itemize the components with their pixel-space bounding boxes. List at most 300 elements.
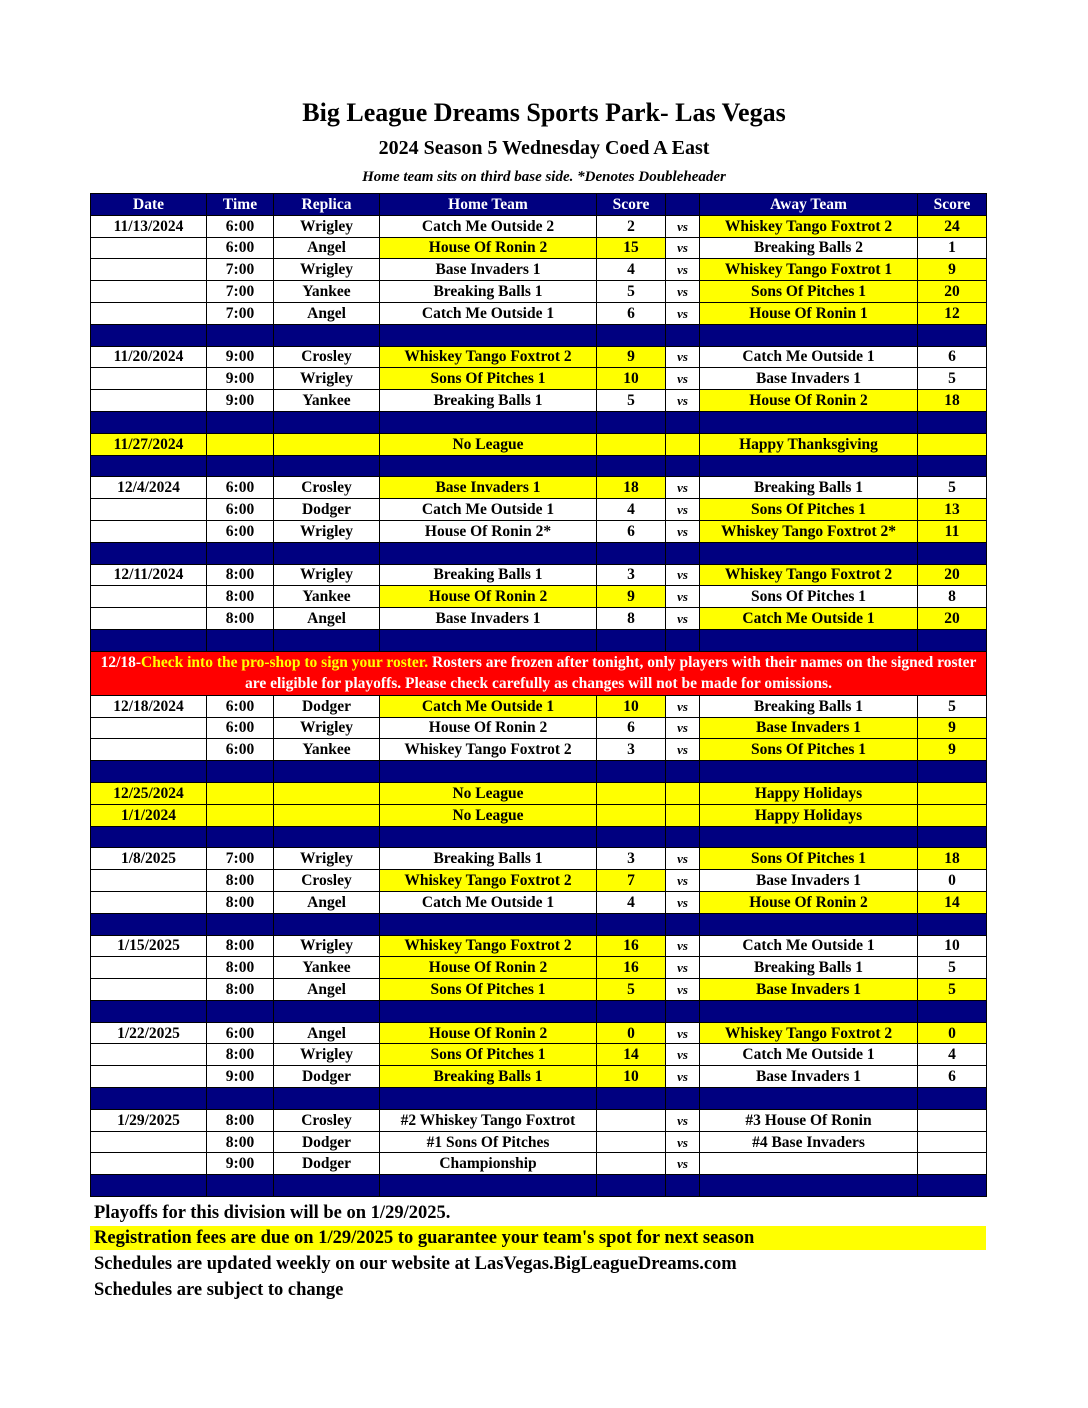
home-team-cell: Base Invaders 1 (380, 259, 597, 281)
home-score-cell: 4 (597, 891, 666, 913)
date-cell (91, 891, 207, 913)
date-cell: 12/18/2024 (91, 695, 207, 717)
time-cell: 8:00 (207, 586, 274, 608)
game-row (91, 891, 987, 913)
game-row (91, 237, 987, 259)
replica-cell (274, 804, 380, 826)
divider-cell (597, 1175, 666, 1197)
away-score-cell: 12 (918, 302, 987, 324)
home-score-cell: 5 (597, 281, 666, 303)
divider-cell (918, 913, 987, 935)
date-cell (91, 1044, 207, 1066)
game-row (91, 870, 987, 892)
home-team-cell: #2 Whiskey Tango Foxtrot (380, 1109, 597, 1131)
divider-cell (700, 1175, 918, 1197)
replica-cell: Angel (274, 979, 380, 1001)
away-score-cell: 5 (918, 957, 987, 979)
away-score-cell (918, 1109, 987, 1131)
vs-cell: vs (666, 848, 700, 870)
divider-cell (207, 629, 274, 651)
holiday-away-label: Happy Holidays (700, 782, 918, 804)
date-cell (91, 586, 207, 608)
game-row (91, 1109, 987, 1131)
vs-cell: vs (666, 870, 700, 892)
replica-cell: Wrigley (274, 368, 380, 390)
divider-cell (274, 411, 380, 433)
replica-cell: Yankee (274, 281, 380, 303)
replica-cell: Dodger (274, 1153, 380, 1175)
replica-cell: Angel (274, 608, 380, 630)
away-score-cell (918, 1131, 987, 1153)
divider-cell (207, 324, 274, 346)
notice-text: Rosters are frozen after tonight, only players with their names on the signed roster are eligible for playoffs. Please check carefully as changes will not be made for omissions. (245, 654, 977, 693)
date-cell (91, 390, 207, 412)
divider-cell (274, 761, 380, 783)
vs-cell: vs (666, 390, 700, 412)
away-score-cell: 24 (918, 215, 987, 237)
divider-cell (207, 1000, 274, 1022)
home-score-cell: 5 (597, 390, 666, 412)
divider-cell (274, 542, 380, 564)
divider-cell (597, 455, 666, 477)
away-team-cell: Sons Of Pitches 1 (700, 499, 918, 521)
divider-cell (918, 324, 987, 346)
date-cell: 12/11/2024 (91, 564, 207, 586)
game-row (91, 499, 987, 521)
replica-cell: Yankee (274, 390, 380, 412)
divider-cell (91, 826, 207, 848)
vs-cell: vs (666, 259, 700, 281)
change-note: Schedules are subject to change (94, 1280, 344, 1300)
replica-cell: Angel (274, 1022, 380, 1044)
replica-cell: Dodger (274, 695, 380, 717)
away-score-cell: 11 (918, 520, 987, 542)
vs-cell: vs (666, 302, 700, 324)
game-row (91, 390, 987, 412)
home-score-cell: 6 (597, 717, 666, 739)
vs-cell (666, 804, 700, 826)
time-cell (207, 804, 274, 826)
time-cell: 7:00 (207, 302, 274, 324)
home-score-cell (597, 782, 666, 804)
game-row (91, 695, 987, 717)
divider-cell (207, 455, 274, 477)
date-cell: 12/25/2024 (91, 782, 207, 804)
col-header-date: Date (91, 194, 207, 216)
home-team-cell: Championship (380, 1153, 597, 1175)
time-cell: 6:00 (207, 477, 274, 499)
time-cell: 9:00 (207, 1066, 274, 1088)
col-header-away-team: Away Team (700, 194, 918, 216)
away-team-cell: Base Invaders 1 (700, 979, 918, 1001)
away-team-cell: Sons Of Pitches 1 (700, 739, 918, 761)
divider-cell (274, 1088, 380, 1110)
home-score-cell: 15 (597, 237, 666, 259)
vs-cell: vs (666, 1131, 700, 1153)
home-team-cell: Whiskey Tango Foxtrot 2 (380, 935, 597, 957)
divider-cell (700, 1088, 918, 1110)
divider-row (91, 455, 987, 477)
game-row (91, 1153, 987, 1175)
col-header-time: Time (207, 194, 274, 216)
time-cell: 9:00 (207, 368, 274, 390)
divider-cell (207, 913, 274, 935)
notice-highlight: Check into the pro-shop to sign your roster. (141, 654, 429, 672)
replica-cell: Crosley (274, 346, 380, 368)
away-score-cell: 0 (918, 1022, 987, 1044)
divider-cell (918, 761, 987, 783)
time-cell: 9:00 (207, 346, 274, 368)
col-header-replica: Replica (274, 194, 380, 216)
time-cell: 6:00 (207, 739, 274, 761)
replica-cell: Yankee (274, 586, 380, 608)
divider-cell (700, 913, 918, 935)
divider-cell (666, 826, 700, 848)
divider-cell (918, 455, 987, 477)
home-score-cell: 0 (597, 1022, 666, 1044)
home-score-cell: 9 (597, 586, 666, 608)
game-row (91, 739, 987, 761)
replica-cell: Crosley (274, 1109, 380, 1131)
col-header-home-team: Home Team (380, 194, 597, 216)
game-row (91, 586, 987, 608)
away-team-cell: Breaking Balls 1 (700, 957, 918, 979)
date-cell (91, 1153, 207, 1175)
divider-cell (91, 411, 207, 433)
vs-cell: vs (666, 739, 700, 761)
vs-cell: vs (666, 957, 700, 979)
away-team-cell: #4 Base Invaders (700, 1131, 918, 1153)
time-cell: 7:00 (207, 259, 274, 281)
holiday-home-label: No League (380, 782, 597, 804)
home-team-cell: Breaking Balls 1 (380, 1066, 597, 1088)
away-team-cell: Sons Of Pitches 1 (700, 586, 918, 608)
away-score-cell: 5 (918, 368, 987, 390)
home-team-cell: Sons Of Pitches 1 (380, 1044, 597, 1066)
game-row (91, 477, 987, 499)
divider-cell (380, 1088, 597, 1110)
vs-cell: vs (666, 1022, 700, 1044)
date-cell: 1/29/2025 (91, 1109, 207, 1131)
game-row (91, 520, 987, 542)
vs-cell: vs (666, 215, 700, 237)
time-cell: 8:00 (207, 608, 274, 630)
divider-cell (666, 1175, 700, 1197)
replica-cell: Dodger (274, 1131, 380, 1153)
divider-cell (380, 761, 597, 783)
vs-cell: vs (666, 1066, 700, 1088)
divider-cell (918, 1000, 987, 1022)
divider-cell (666, 1000, 700, 1022)
away-team-cell: Whiskey Tango Foxtrot 1 (700, 259, 918, 281)
game-row (91, 346, 987, 368)
time-cell: 8:00 (207, 1131, 274, 1153)
game-row (91, 717, 987, 739)
date-cell (91, 739, 207, 761)
away-score-cell: 6 (918, 346, 987, 368)
divider-cell (91, 1000, 207, 1022)
date-cell (91, 870, 207, 892)
divider-row (91, 324, 987, 346)
divider-cell (91, 455, 207, 477)
replica-cell: Wrigley (274, 717, 380, 739)
away-score-cell: 1 (918, 237, 987, 259)
vs-cell: vs (666, 499, 700, 521)
date-cell (91, 957, 207, 979)
time-cell: 7:00 (207, 281, 274, 303)
divider-cell (666, 324, 700, 346)
away-team-cell: Breaking Balls 2 (700, 237, 918, 259)
home-score-cell: 7 (597, 870, 666, 892)
divider-cell (597, 411, 666, 433)
vs-cell (666, 782, 700, 804)
date-cell (91, 608, 207, 630)
home-score-cell: 6 (597, 302, 666, 324)
divider-cell (274, 1175, 380, 1197)
replica-cell: Angel (274, 237, 380, 259)
home-score-cell: 16 (597, 935, 666, 957)
divider-cell (380, 324, 597, 346)
game-row (91, 957, 987, 979)
holiday-row (91, 433, 987, 455)
date-cell: 12/4/2024 (91, 477, 207, 499)
replica-cell: Angel (274, 302, 380, 324)
home-team-cell: House Of Ronin 2* (380, 520, 597, 542)
divider-cell (597, 629, 666, 651)
time-cell: 8:00 (207, 891, 274, 913)
home-team-cell: Breaking Balls 1 (380, 390, 597, 412)
divider-cell (91, 913, 207, 935)
divider-cell (700, 455, 918, 477)
divider-cell (207, 411, 274, 433)
home-score-cell: 18 (597, 477, 666, 499)
home-team-cell: Catch Me Outside 1 (380, 302, 597, 324)
home-score-cell: 6 (597, 520, 666, 542)
divider-cell (597, 542, 666, 564)
home-score-cell: 14 (597, 1044, 666, 1066)
time-cell: 6:00 (207, 237, 274, 259)
away-score-cell: 20 (918, 564, 987, 586)
game-row (91, 281, 987, 303)
divider-cell (274, 455, 380, 477)
replica-cell (274, 782, 380, 804)
playoffs-note: Playoffs for this division will be on 1/29/2025. (94, 1203, 451, 1223)
divider-row (91, 913, 987, 935)
game-row (91, 935, 987, 957)
home-team-cell: House Of Ronin 2 (380, 717, 597, 739)
divider-cell (666, 455, 700, 477)
home-team-cell: #1 Sons Of Pitches (380, 1131, 597, 1153)
vs-cell: vs (666, 1153, 700, 1175)
away-team-cell: Whiskey Tango Foxtrot 2* (700, 520, 918, 542)
away-team-cell: Whiskey Tango Foxtrot 2 (700, 215, 918, 237)
divider-cell (597, 913, 666, 935)
away-score-cell: 5 (918, 979, 987, 1001)
away-team-cell: Sons Of Pitches 1 (700, 281, 918, 303)
vs-cell: vs (666, 717, 700, 739)
col-header-vs (666, 194, 700, 216)
home-team-cell: Sons Of Pitches 1 (380, 368, 597, 390)
away-team-cell: Base Invaders 1 (700, 717, 918, 739)
away-team-cell: Base Invaders 1 (700, 368, 918, 390)
divider-cell (380, 411, 597, 433)
away-score-cell: 20 (918, 281, 987, 303)
divider-row (91, 761, 987, 783)
replica-cell: Crosley (274, 870, 380, 892)
page-subtitle: 2024 Season 5 Wednesday Coed A East (378, 137, 710, 159)
home-score-cell: 3 (597, 848, 666, 870)
away-score-cell: 9 (918, 259, 987, 281)
divider-cell (91, 761, 207, 783)
divider-cell (666, 913, 700, 935)
away-score-cell: 10 (918, 935, 987, 957)
page-title: Big League Dreams Sports Park- Las Vegas (302, 98, 786, 127)
home-team-cell: Catch Me Outside 1 (380, 695, 597, 717)
divider-cell (380, 629, 597, 651)
holiday-row (91, 804, 987, 826)
away-score-cell: 18 (918, 848, 987, 870)
time-cell: 6:00 (207, 215, 274, 237)
away-score-cell: 14 (918, 891, 987, 913)
vs-cell: vs (666, 237, 700, 259)
time-cell: 9:00 (207, 1153, 274, 1175)
away-team-cell: House Of Ronin 1 (700, 302, 918, 324)
away-score-cell: 6 (918, 1066, 987, 1088)
home-team-cell: House Of Ronin 2 (380, 1022, 597, 1044)
divider-cell (91, 629, 207, 651)
vs-cell: vs (666, 1044, 700, 1066)
game-row (91, 848, 987, 870)
time-cell: 6:00 (207, 717, 274, 739)
away-score-cell: 13 (918, 499, 987, 521)
game-row (91, 1131, 987, 1153)
date-cell (91, 368, 207, 390)
divider-cell (918, 629, 987, 651)
roster-notice-row (91, 651, 987, 695)
registration-note: Registration fees are due on 1/29/2025 to guarantee your team's spot for next season (90, 1226, 986, 1250)
divider-cell (207, 1088, 274, 1110)
home-score-cell (597, 1131, 666, 1153)
away-score-cell: 8 (918, 586, 987, 608)
divider-cell (274, 826, 380, 848)
holiday-home-label: No League (380, 433, 597, 455)
divider-row (91, 1175, 987, 1197)
holiday-home-label: No League (380, 804, 597, 826)
home-team-cell: Whiskey Tango Foxtrot 2 (380, 346, 597, 368)
home-team-cell: Breaking Balls 1 (380, 848, 597, 870)
vs-cell: vs (666, 979, 700, 1001)
vs-cell: vs (666, 891, 700, 913)
date-cell: 11/27/2024 (91, 433, 207, 455)
away-team-cell: Breaking Balls 1 (700, 477, 918, 499)
col-header-home-score: Score (597, 194, 666, 216)
home-score-cell: 4 (597, 259, 666, 281)
home-score-cell: 2 (597, 215, 666, 237)
home-team-cell: Whiskey Tango Foxtrot 2 (380, 870, 597, 892)
game-row (91, 1022, 987, 1044)
divider-cell (380, 1000, 597, 1022)
home-team-cell: House Of Ronin 2 (380, 586, 597, 608)
home-score-cell: 10 (597, 368, 666, 390)
divider-cell (700, 1000, 918, 1022)
divider-cell (91, 542, 207, 564)
home-score-cell: 9 (597, 346, 666, 368)
time-cell (207, 433, 274, 455)
divider-row (91, 1000, 987, 1022)
time-cell: 8:00 (207, 870, 274, 892)
home-score-cell (597, 1109, 666, 1131)
replica-cell: Crosley (274, 477, 380, 499)
time-cell: 8:00 (207, 1109, 274, 1131)
divider-cell (666, 629, 700, 651)
divider-cell (666, 761, 700, 783)
away-team-cell: Sons Of Pitches 1 (700, 848, 918, 870)
away-score-cell: 0 (918, 870, 987, 892)
holiday-away-label: Happy Holidays (700, 804, 918, 826)
away-score-cell (918, 804, 987, 826)
date-cell: 1/15/2025 (91, 935, 207, 957)
game-row (91, 979, 987, 1001)
away-team-cell: House Of Ronin 2 (700, 390, 918, 412)
date-cell (91, 281, 207, 303)
date-cell: 1/8/2025 (91, 848, 207, 870)
game-row (91, 1066, 987, 1088)
home-team-cell: House Of Ronin 2 (380, 237, 597, 259)
schedule-table (90, 193, 987, 1197)
time-cell: 6:00 (207, 520, 274, 542)
divider-cell (918, 1088, 987, 1110)
away-score-cell: 9 (918, 717, 987, 739)
home-score-cell (597, 804, 666, 826)
date-cell: 11/20/2024 (91, 346, 207, 368)
home-team-cell: House Of Ronin 2 (380, 957, 597, 979)
away-team-cell: Catch Me Outside 1 (700, 1044, 918, 1066)
divider-row (91, 1088, 987, 1110)
home-score-cell: 8 (597, 608, 666, 630)
time-cell: 8:00 (207, 935, 274, 957)
home-score-cell: 3 (597, 739, 666, 761)
divider-cell (380, 913, 597, 935)
replica-cell: Wrigley (274, 259, 380, 281)
home-team-cell: Catch Me Outside 1 (380, 499, 597, 521)
away-team-cell: Base Invaders 1 (700, 870, 918, 892)
time-cell: 8:00 (207, 957, 274, 979)
replica-cell: Dodger (274, 499, 380, 521)
away-score-cell: 4 (918, 1044, 987, 1066)
home-score-cell (597, 433, 666, 455)
replica-cell: Dodger (274, 1066, 380, 1088)
divider-cell (380, 455, 597, 477)
divider-row (91, 411, 987, 433)
replica-cell (274, 433, 380, 455)
replica-cell: Wrigley (274, 848, 380, 870)
away-team-cell: Base Invaders 1 (700, 1066, 918, 1088)
time-cell: 9:00 (207, 390, 274, 412)
date-cell: 1/22/2025 (91, 1022, 207, 1044)
divider-cell (91, 1175, 207, 1197)
divider-row (91, 629, 987, 651)
divider-cell (207, 1175, 274, 1197)
divider-cell (597, 826, 666, 848)
vs-cell: vs (666, 608, 700, 630)
time-cell (207, 782, 274, 804)
vs-cell: vs (666, 586, 700, 608)
divider-cell (666, 542, 700, 564)
replica-cell: Wrigley (274, 935, 380, 957)
game-row (91, 302, 987, 324)
away-team-cell: Catch Me Outside 1 (700, 935, 918, 957)
away-score-cell (918, 782, 987, 804)
